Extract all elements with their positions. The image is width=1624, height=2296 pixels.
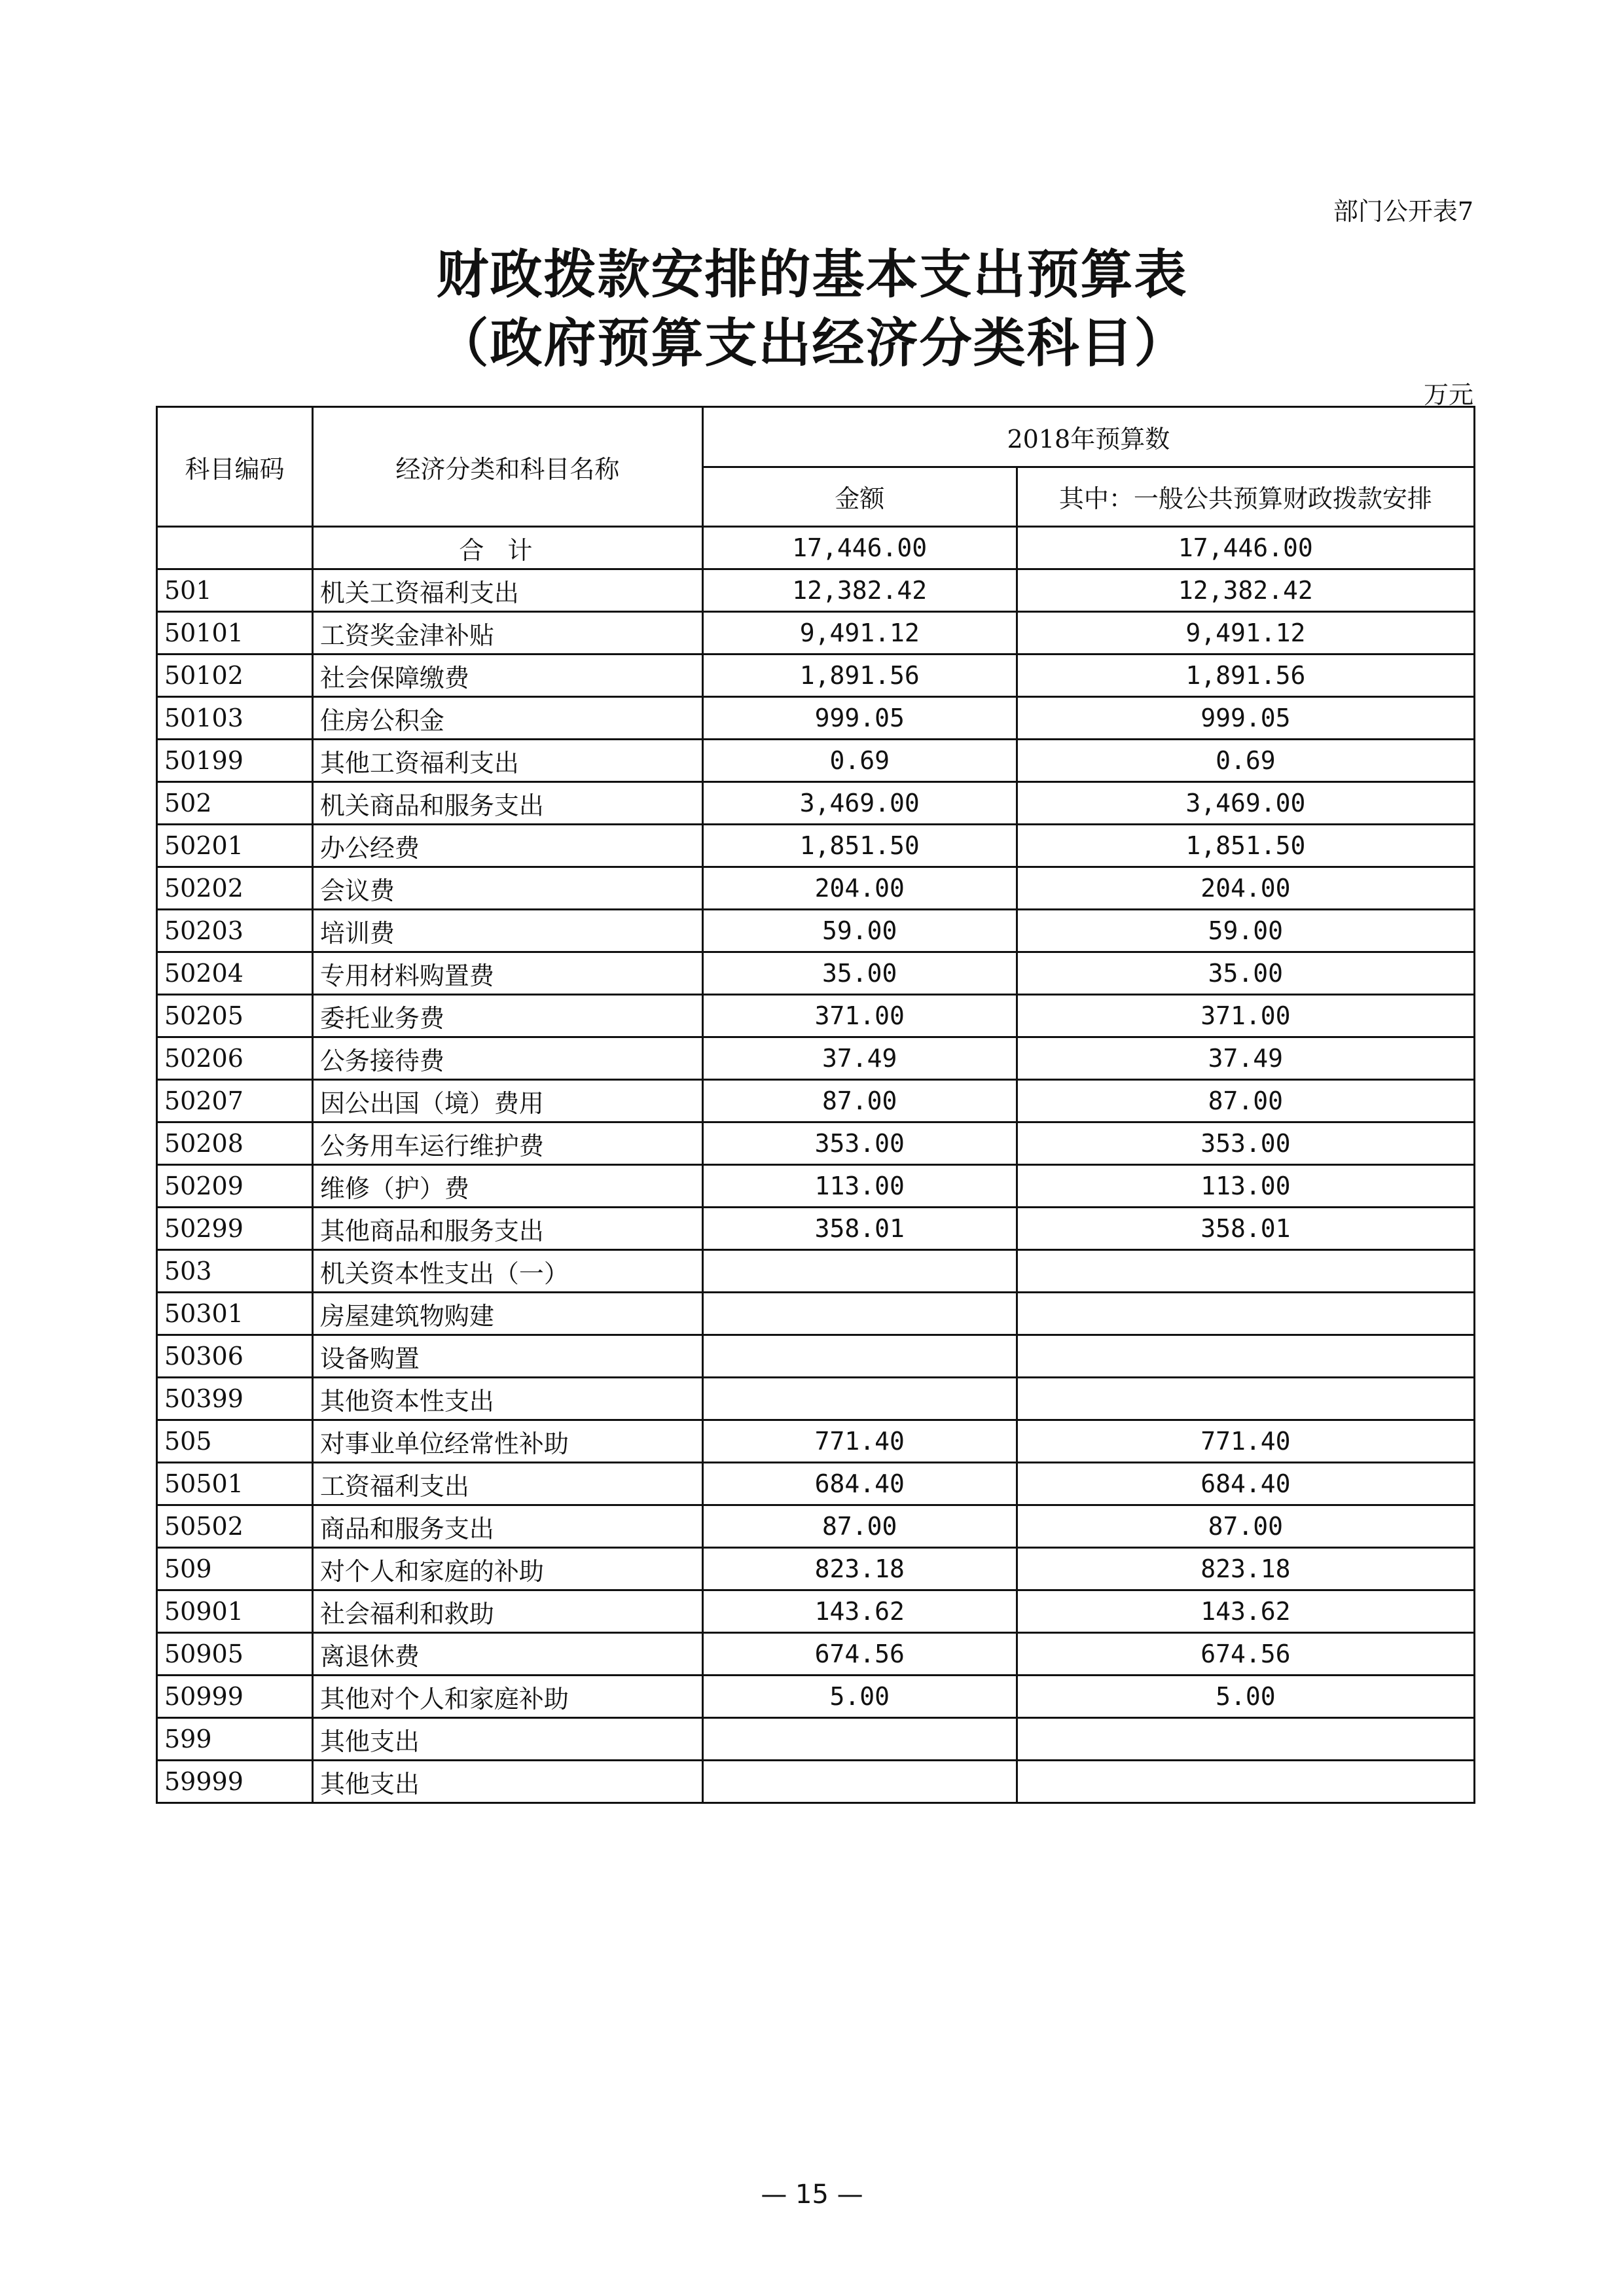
row-name: 对个人和家庭的补助 bbox=[312, 1548, 702, 1590]
table-row bbox=[157, 910, 1475, 952]
row-name: 机关资本性支出（一） bbox=[312, 1250, 702, 1293]
header-name: 经济分类和科目名称 bbox=[312, 407, 702, 527]
row-name: 会议费 bbox=[312, 867, 702, 910]
row-code: 50205 bbox=[157, 995, 313, 1037]
row-code: 502 bbox=[157, 782, 313, 825]
row-general: 12,382.42 bbox=[1017, 569, 1474, 612]
row-code: 50208 bbox=[157, 1122, 313, 1165]
row-name: 商品和服务支出 bbox=[312, 1505, 702, 1548]
row-name: 社会保障缴费 bbox=[312, 655, 702, 697]
row-name: 其他商品和服务支出 bbox=[312, 1208, 702, 1250]
row-code: 50207 bbox=[157, 1080, 313, 1122]
row-name: 机关商品和服务支出 bbox=[312, 782, 702, 825]
row-code: 50209 bbox=[157, 1165, 313, 1208]
row-general: 87.00 bbox=[1017, 1505, 1474, 1548]
row-general bbox=[1017, 1378, 1474, 1420]
row-name: 其他资本性支出 bbox=[312, 1378, 702, 1420]
table-row bbox=[157, 1165, 1475, 1208]
row-code: 50199 bbox=[157, 740, 313, 782]
row-name: 因公出国（境）费用 bbox=[312, 1080, 702, 1122]
header-code: 科目编码 bbox=[157, 407, 313, 527]
table-row bbox=[157, 1590, 1475, 1633]
table-row bbox=[157, 1505, 1475, 1548]
total-amount: 17,446.00 bbox=[702, 527, 1017, 569]
row-general bbox=[1017, 1250, 1474, 1293]
row-amount: 1,851.50 bbox=[702, 825, 1017, 867]
table-row bbox=[157, 1761, 1475, 1803]
row-name: 其他支出 bbox=[312, 1718, 702, 1761]
table-row bbox=[157, 1080, 1475, 1122]
row-name: 对事业单位经常性补助 bbox=[312, 1420, 702, 1463]
table-row bbox=[157, 782, 1475, 825]
row-general: 353.00 bbox=[1017, 1122, 1474, 1165]
table-row bbox=[157, 1718, 1475, 1761]
row-code: 50103 bbox=[157, 697, 313, 740]
table-row bbox=[157, 697, 1475, 740]
table-row bbox=[157, 1676, 1475, 1718]
row-general: 204.00 bbox=[1017, 867, 1474, 910]
row-name: 社会福利和救助 bbox=[312, 1590, 702, 1633]
row-amount: 87.00 bbox=[702, 1505, 1017, 1548]
row-amount: 0.69 bbox=[702, 740, 1017, 782]
row-name: 维修（护）费 bbox=[312, 1165, 702, 1208]
table-row bbox=[157, 655, 1475, 697]
row-amount: 358.01 bbox=[702, 1208, 1017, 1250]
table-row bbox=[157, 569, 1475, 612]
row-code: 50203 bbox=[157, 910, 313, 952]
row-general: 113.00 bbox=[1017, 1165, 1474, 1208]
row-general: 1,891.56 bbox=[1017, 655, 1474, 697]
row-name: 办公经费 bbox=[312, 825, 702, 867]
row-general: 999.05 bbox=[1017, 697, 1474, 740]
row-name: 离退休费 bbox=[312, 1633, 702, 1676]
row-code: 50102 bbox=[157, 655, 313, 697]
row-general: 143.62 bbox=[1017, 1590, 1474, 1633]
row-name: 专用材料购置费 bbox=[312, 952, 702, 995]
row-general: 87.00 bbox=[1017, 1080, 1474, 1122]
row-code: 50101 bbox=[157, 612, 313, 655]
row-amount: 204.00 bbox=[702, 867, 1017, 910]
row-general: 674.56 bbox=[1017, 1633, 1474, 1676]
row-amount: 87.00 bbox=[702, 1080, 1017, 1122]
table-row bbox=[157, 1548, 1475, 1590]
row-general: 358.01 bbox=[1017, 1208, 1474, 1250]
row-code: 50201 bbox=[157, 825, 313, 867]
row-general: 371.00 bbox=[1017, 995, 1474, 1037]
row-code: 501 bbox=[157, 569, 313, 612]
row-name: 委托业务费 bbox=[312, 995, 702, 1037]
row-general bbox=[1017, 1293, 1474, 1335]
row-general: 771.40 bbox=[1017, 1420, 1474, 1463]
row-code: 50999 bbox=[157, 1676, 313, 1718]
row-general: 9,491.12 bbox=[1017, 612, 1474, 655]
row-code: 503 bbox=[157, 1250, 313, 1293]
table-row bbox=[157, 612, 1475, 655]
row-code: 59999 bbox=[157, 1761, 313, 1803]
table-row bbox=[157, 1378, 1475, 1420]
row-amount: 9,491.12 bbox=[702, 612, 1017, 655]
total-code bbox=[157, 527, 313, 569]
row-name: 房屋建筑物购建 bbox=[312, 1293, 702, 1335]
table-row bbox=[157, 1633, 1475, 1676]
row-amount bbox=[702, 1718, 1017, 1761]
total-row bbox=[157, 527, 1475, 569]
row-amount bbox=[702, 1335, 1017, 1378]
row-amount: 674.56 bbox=[702, 1633, 1017, 1676]
table-row bbox=[157, 1250, 1475, 1293]
row-general: 5.00 bbox=[1017, 1676, 1474, 1718]
row-name: 培训费 bbox=[312, 910, 702, 952]
row-amount: 12,382.42 bbox=[702, 569, 1017, 612]
row-amount bbox=[702, 1378, 1017, 1420]
row-code: 50501 bbox=[157, 1463, 313, 1505]
header-amount: 金额 bbox=[702, 467, 1017, 527]
table-row bbox=[157, 867, 1475, 910]
row-code: 50901 bbox=[157, 1590, 313, 1633]
table-row bbox=[157, 825, 1475, 867]
row-code: 599 bbox=[157, 1718, 313, 1761]
row-code: 50299 bbox=[157, 1208, 313, 1250]
row-amount: 684.40 bbox=[702, 1463, 1017, 1505]
form-label: 部门公开表7 bbox=[1333, 197, 1473, 226]
row-amount: 37.49 bbox=[702, 1037, 1017, 1080]
table-body bbox=[157, 527, 1475, 1803]
row-amount: 113.00 bbox=[702, 1165, 1017, 1208]
row-general: 59.00 bbox=[1017, 910, 1474, 952]
header-general-budget: 其中：一般公共预算财政拨款安排 bbox=[1017, 467, 1474, 527]
table-row bbox=[157, 1420, 1475, 1463]
total-label: 合计 bbox=[312, 527, 702, 569]
row-name: 其他工资福利支出 bbox=[312, 740, 702, 782]
table-row bbox=[157, 1122, 1475, 1165]
row-name: 公务用车运行维护费 bbox=[312, 1122, 702, 1165]
row-amount: 143.62 bbox=[702, 1590, 1017, 1633]
budget-table bbox=[156, 406, 1475, 1804]
row-general: 1,851.50 bbox=[1017, 825, 1474, 867]
page-number: — 15 — bbox=[761, 2179, 863, 2210]
row-name: 机关工资福利支出 bbox=[312, 569, 702, 612]
row-general: 35.00 bbox=[1017, 952, 1474, 995]
table-row bbox=[157, 1037, 1475, 1080]
row-name: 工资福利支出 bbox=[312, 1463, 702, 1505]
row-amount: 371.00 bbox=[702, 995, 1017, 1037]
row-code: 50206 bbox=[157, 1037, 313, 1080]
row-general: 3,469.00 bbox=[1017, 782, 1474, 825]
row-general: 37.49 bbox=[1017, 1037, 1474, 1080]
row-amount: 59.00 bbox=[702, 910, 1017, 952]
row-amount: 1,891.56 bbox=[702, 655, 1017, 697]
row-code: 50502 bbox=[157, 1505, 313, 1548]
table-row bbox=[157, 995, 1475, 1037]
row-name: 公务接待费 bbox=[312, 1037, 702, 1080]
row-amount bbox=[702, 1250, 1017, 1293]
page-title: 财政拨款安排的基本支出预算表 bbox=[436, 244, 1188, 305]
header-budget-group: 2018年预算数 bbox=[702, 407, 1474, 467]
table-row bbox=[157, 1335, 1475, 1378]
row-amount: 3,469.00 bbox=[702, 782, 1017, 825]
row-general: 0.69 bbox=[1017, 740, 1474, 782]
row-name: 住房公积金 bbox=[312, 697, 702, 740]
row-code: 505 bbox=[157, 1420, 313, 1463]
page-subtitle: （政府预算支出经济分类科目） bbox=[436, 313, 1188, 374]
row-general bbox=[1017, 1335, 1474, 1378]
row-code: 50202 bbox=[157, 867, 313, 910]
row-general bbox=[1017, 1718, 1474, 1761]
row-amount: 353.00 bbox=[702, 1122, 1017, 1165]
total-general: 17,446.00 bbox=[1017, 527, 1474, 569]
row-amount bbox=[702, 1293, 1017, 1335]
row-name: 设备购置 bbox=[312, 1335, 702, 1378]
row-amount: 771.40 bbox=[702, 1420, 1017, 1463]
row-general bbox=[1017, 1761, 1474, 1803]
table-row bbox=[157, 1463, 1475, 1505]
row-code: 50204 bbox=[157, 952, 313, 995]
unit-label: 万元 bbox=[1423, 380, 1473, 409]
row-name: 其他对个人和家庭补助 bbox=[312, 1676, 702, 1718]
row-amount: 823.18 bbox=[702, 1548, 1017, 1590]
row-amount bbox=[702, 1761, 1017, 1803]
row-amount: 999.05 bbox=[702, 697, 1017, 740]
table-row bbox=[157, 952, 1475, 995]
row-general: 684.40 bbox=[1017, 1463, 1474, 1505]
row-name: 工资奖金津补贴 bbox=[312, 612, 702, 655]
row-code: 50399 bbox=[157, 1378, 313, 1420]
table-row bbox=[157, 740, 1475, 782]
row-general: 823.18 bbox=[1017, 1548, 1474, 1590]
table-row bbox=[157, 1208, 1475, 1250]
row-code: 50306 bbox=[157, 1335, 313, 1378]
table-row bbox=[157, 1293, 1475, 1335]
row-name: 其他支出 bbox=[312, 1761, 702, 1803]
row-amount: 5.00 bbox=[702, 1676, 1017, 1718]
row-code: 50905 bbox=[157, 1633, 313, 1676]
row-code: 509 bbox=[157, 1548, 313, 1590]
row-code: 50301 bbox=[157, 1293, 313, 1335]
row-amount: 35.00 bbox=[702, 952, 1017, 995]
